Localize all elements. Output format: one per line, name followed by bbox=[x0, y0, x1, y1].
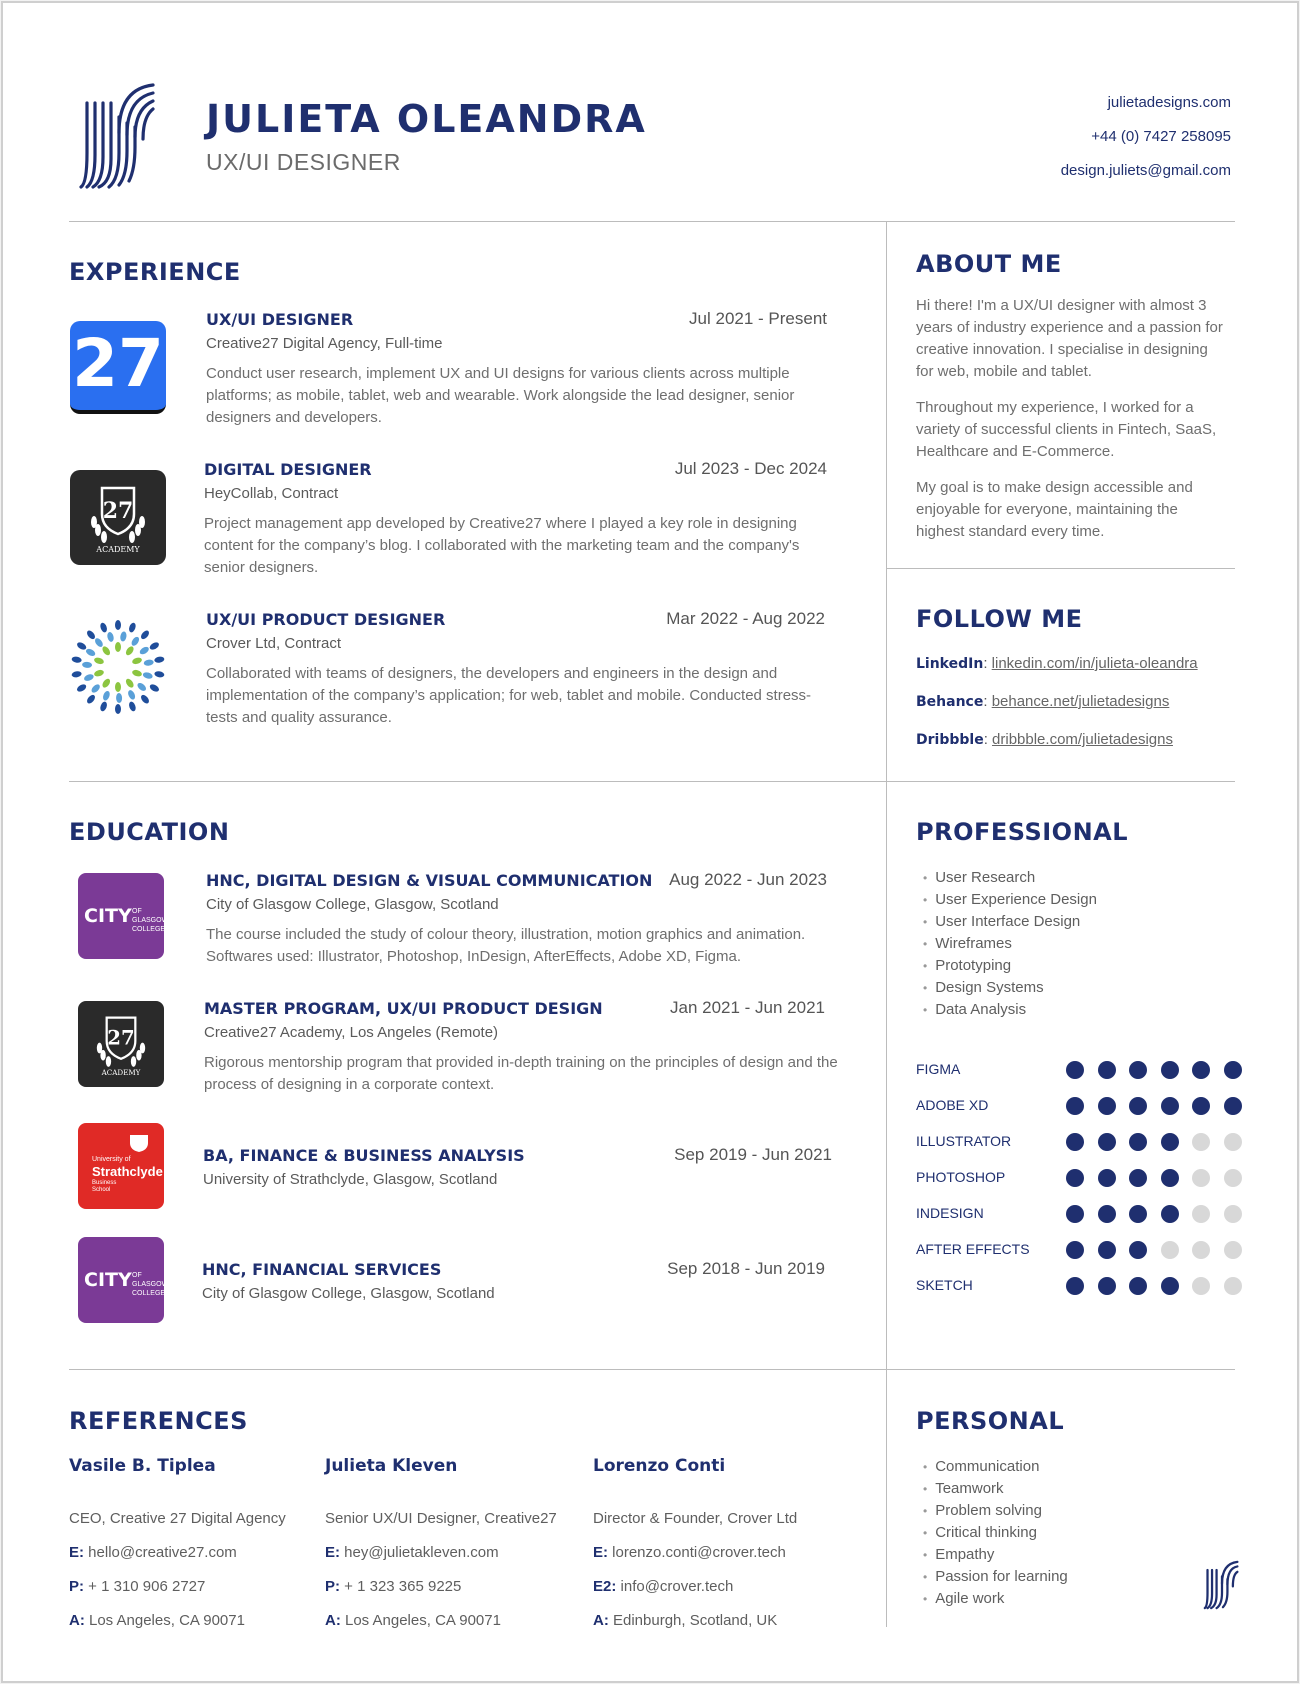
skill-dot-filled bbox=[1066, 1169, 1084, 1187]
divider bbox=[69, 221, 1235, 222]
svg-text:ACADEMY: ACADEMY bbox=[96, 545, 140, 554]
course-date: Aug 2022 - Jun 2023 bbox=[669, 870, 827, 889]
divider bbox=[69, 1369, 1235, 1370]
job-title: DIGITAL DESIGNER bbox=[204, 460, 372, 479]
about-paragraph: My goal is to make design accessible and enjoyable for everyone, maintaining the highest standard every time. bbox=[916, 479, 1193, 540]
reference-email: E: lorenzo.conti@crover.tech bbox=[593, 1544, 786, 1561]
personal-list bbox=[923, 1456, 1068, 1610]
list-item: • Critical thinking bbox=[923, 1522, 1068, 1544]
skill-dot-filled bbox=[1066, 1241, 1084, 1259]
skill-dot-filled bbox=[1129, 1169, 1147, 1187]
professional-list bbox=[923, 867, 1097, 1021]
list-item: • User Research bbox=[923, 867, 1097, 889]
reference-phone: P: + 1 310 906 2727 bbox=[69, 1578, 206, 1595]
skill-dot-empty bbox=[1192, 1133, 1210, 1151]
skill-dot-filled bbox=[1066, 1277, 1084, 1295]
creative27-academy-logo bbox=[78, 1001, 164, 1087]
candidate-name: JULIETA OLEANDRA bbox=[206, 97, 647, 141]
job-date: Mar 2022 - Aug 2022 bbox=[666, 609, 825, 628]
skill-level-dots bbox=[1066, 1169, 1255, 1187]
svg-text:27: 27 bbox=[102, 498, 134, 524]
job-company: HeyCollab, Contract bbox=[204, 485, 339, 502]
skill-dot-filled bbox=[1098, 1097, 1116, 1115]
skill-dot-empty bbox=[1192, 1277, 1210, 1295]
about-text bbox=[916, 295, 1226, 557]
skill-row bbox=[916, 1059, 1236, 1083]
course-date: Sep 2019 - Jun 2021 bbox=[674, 1145, 832, 1164]
divider bbox=[887, 568, 1235, 569]
skill-dot-filled bbox=[1161, 1097, 1179, 1115]
strathclyde-logo: University of Strathclyde Business School bbox=[78, 1123, 164, 1209]
reference-name: Vasile B. Tiplea bbox=[69, 1456, 216, 1476]
list-item: • Wireframes bbox=[923, 933, 1097, 955]
list-item: • Data Analysis bbox=[923, 999, 1097, 1021]
list-item: • Passion for learning bbox=[923, 1566, 1068, 1588]
skill-level-dots bbox=[1066, 1241, 1255, 1259]
skill-name: FIGMA bbox=[916, 1061, 961, 1077]
course-title: BA, FINANCE & BUSINESS ANALYSIS bbox=[203, 1146, 525, 1165]
skill-dot-filled bbox=[1129, 1061, 1147, 1079]
skill-row bbox=[916, 1095, 1236, 1119]
reference-address: A: Los Angeles, CA 90071 bbox=[69, 1612, 245, 1629]
skill-dot-empty bbox=[1224, 1205, 1242, 1223]
course-title: HNC, DIGITAL DESIGN & VISUAL COMMUNICATION bbox=[206, 871, 653, 890]
reference-card bbox=[69, 1456, 286, 1638]
skill-dot-filled bbox=[1224, 1097, 1242, 1115]
school-name: City of Glasgow College, Glasgow, Scotland bbox=[202, 1285, 495, 1302]
behance-link[interactable]: behance.net/julietadesigns bbox=[991, 693, 1170, 710]
skill-dot-filled bbox=[1066, 1097, 1084, 1115]
skill-dot-empty bbox=[1192, 1169, 1210, 1187]
crover-logo bbox=[70, 619, 166, 715]
list-item: • Problem solving bbox=[923, 1500, 1068, 1522]
website-link[interactable]: julietadesigns.com bbox=[1107, 94, 1231, 111]
skill-level-dots bbox=[1066, 1061, 1255, 1079]
candidate-role: UX/UI DESIGNER bbox=[206, 149, 401, 175]
course-date: Sep 2018 - Jun 2019 bbox=[667, 1259, 825, 1278]
school-name: University of Strathclyde, Glasgow, Scotland bbox=[203, 1171, 498, 1188]
list-item: • Prototyping bbox=[923, 955, 1097, 977]
course-description: The course included the study of colour theory, illustration, motion graphics and animation. Softwares used: Illustrator, Photoshop, InDesign, AfterEffects, Adobe XD, Figma. bbox=[206, 926, 806, 965]
reference-position: CEO, Creative 27 Digital Agency bbox=[69, 1510, 286, 1527]
svg-text:27: 27 bbox=[107, 1026, 135, 1050]
skill-dot-filled bbox=[1098, 1061, 1116, 1079]
personal-title: PERSONAL bbox=[916, 1407, 1065, 1435]
skill-dot-filled bbox=[1161, 1133, 1179, 1151]
skill-dot-filled bbox=[1192, 1097, 1210, 1115]
list-item: • User Interface Design bbox=[923, 911, 1097, 933]
reference-card bbox=[593, 1456, 797, 1638]
about-title: ABOUT ME bbox=[916, 250, 1062, 278]
job-title: UX/UI PRODUCT DESIGNER bbox=[206, 610, 446, 629]
divider bbox=[69, 781, 1235, 782]
skill-name: ADOBE XD bbox=[916, 1097, 989, 1113]
reference-position: Director & Founder, Crover Ltd bbox=[593, 1510, 798, 1527]
job-description: Project management app developed by Creative27 where I played a key role in designing content for the company’s blog. I collaborated with the marketing team and the company's senior designers. bbox=[204, 515, 800, 576]
skill-level-dots bbox=[1066, 1277, 1255, 1295]
list-item: • Teamwork bbox=[923, 1478, 1068, 1500]
reference-email-2: E2: info@crover.tech bbox=[593, 1578, 734, 1595]
skill-dot-empty bbox=[1161, 1241, 1179, 1259]
list-item: • Design Systems bbox=[923, 977, 1097, 999]
skill-name: ILLUSTRATOR bbox=[916, 1133, 1012, 1149]
job-date: Jul 2021 - Present bbox=[689, 309, 827, 328]
dribbble-link[interactable]: dribbble.com/julietadesigns bbox=[992, 731, 1173, 748]
skill-level-dots bbox=[1066, 1133, 1255, 1151]
skill-dot-filled bbox=[1129, 1133, 1147, 1151]
skill-dot-empty bbox=[1224, 1169, 1242, 1187]
skill-dot-filled bbox=[1098, 1169, 1116, 1187]
job-description: Collaborated with teams of designers, the developers and engineers in the design and implementation of the company’s application; for web, tablet and mobile. Conducted stress-tests and quality assurance. bbox=[206, 665, 812, 726]
resume-page bbox=[1, 1, 1299, 1683]
skill-dot-filled bbox=[1129, 1205, 1147, 1223]
skill-row bbox=[916, 1167, 1236, 1191]
skill-row bbox=[916, 1131, 1236, 1155]
skill-row bbox=[916, 1275, 1236, 1299]
city-of-glasgow-logo: CITY OF GLASGOW COLLEGE bbox=[78, 1237, 164, 1323]
reference-name: Lorenzo Conti bbox=[593, 1456, 726, 1476]
email-link[interactable]: design.juliets@gmail.com bbox=[1060, 162, 1231, 179]
skill-dot-filled bbox=[1066, 1061, 1084, 1079]
skill-dot-filled bbox=[1161, 1277, 1179, 1295]
reference-card bbox=[325, 1456, 557, 1638]
creative27-logo: 27 bbox=[70, 321, 166, 414]
school-name: Creative27 Academy, Los Angeles (Remote) bbox=[204, 1024, 499, 1041]
reference-phone: P: + 1 323 365 9225 bbox=[325, 1578, 462, 1595]
skill-name: PHOTOSHOP bbox=[916, 1169, 1006, 1185]
skill-dot-filled bbox=[1192, 1061, 1210, 1079]
follow-title: FOLLOW ME bbox=[916, 605, 1083, 633]
about-paragraph: Hi there! I'm a UX/UI designer with almost 3 years of industry experience and a passion for creative innovation. I specialise in designing for web, mobile and tablet. bbox=[916, 297, 1223, 380]
skill-dot-filled bbox=[1129, 1277, 1147, 1295]
list-item: • User Experience Design bbox=[923, 889, 1097, 911]
skill-level-dots bbox=[1066, 1205, 1255, 1223]
jo-monogram-logo bbox=[83, 83, 155, 189]
school-name: City of Glasgow College, Glasgow, Scotland bbox=[206, 896, 499, 913]
course-title: HNC, FINANCIAL SERVICES bbox=[202, 1260, 442, 1279]
skill-level-dots bbox=[1066, 1097, 1255, 1115]
skill-dot-empty bbox=[1224, 1241, 1242, 1259]
jo-monogram-small-logo bbox=[1205, 1561, 1239, 1609]
column-divider bbox=[886, 221, 887, 1627]
experience-title: EXPERIENCE bbox=[69, 258, 241, 286]
skill-dot-empty bbox=[1192, 1241, 1210, 1259]
skill-dot-filled bbox=[1066, 1205, 1084, 1223]
skill-dot-filled bbox=[1098, 1277, 1116, 1295]
reference-email: E: hey@julietakleven.com bbox=[325, 1544, 499, 1561]
skill-row bbox=[916, 1239, 1236, 1263]
skill-dot-filled bbox=[1098, 1241, 1116, 1259]
reference-email: E: hello@creative27.com bbox=[69, 1544, 237, 1561]
job-description: Conduct user research, implement UX and UI designs for various clients across multiple platforms; as mobile, tablet, web and wearable. Work alongside the lead designer, senior designers and developers. bbox=[206, 365, 795, 426]
skill-row bbox=[916, 1203, 1236, 1227]
course-title: MASTER PROGRAM, UX/UI PRODUCT DESIGN bbox=[204, 999, 603, 1018]
skill-dot-empty bbox=[1224, 1277, 1242, 1295]
job-company: Creative27 Digital Agency, Full-time bbox=[206, 335, 443, 352]
skill-dot-filled bbox=[1224, 1061, 1242, 1079]
reference-address: A: Los Angeles, CA 90071 bbox=[325, 1612, 501, 1629]
skill-dot-filled bbox=[1161, 1169, 1179, 1187]
about-paragraph: Throughout my experience, I worked for a variety of successful clients in Fintech, SaaS, Healthcare and E-Commerce. bbox=[916, 399, 1217, 460]
skill-name: INDESIGN bbox=[916, 1205, 984, 1221]
city-of-glasgow-logo: CITY OF GLASGOW COLLEGE bbox=[78, 873, 164, 959]
professional-title: PROFESSIONAL bbox=[916, 818, 1129, 846]
job-date: Jul 2023 - Dec 2024 bbox=[674, 459, 827, 478]
job-company: Crover Ltd, Contract bbox=[206, 635, 342, 652]
course-description: Rigorous mentorship program that provided in-depth training on the principles of design and the process of designing in a corporate context. bbox=[204, 1054, 838, 1093]
skill-dot-filled bbox=[1098, 1205, 1116, 1223]
skill-dot-filled bbox=[1161, 1061, 1179, 1079]
reference-address: A: Edinburgh, Scotland, UK bbox=[593, 1612, 778, 1629]
job-title: UX/UI DESIGNER bbox=[206, 310, 354, 329]
skill-name: AFTER EFFECTS bbox=[916, 1241, 1030, 1257]
skill-dot-filled bbox=[1066, 1133, 1084, 1151]
skill-dot-filled bbox=[1129, 1241, 1147, 1259]
education-title: EDUCATION bbox=[69, 818, 230, 846]
references-title: REFERENCES bbox=[69, 1407, 248, 1435]
linkedin-link[interactable]: linkedin.com/in/julieta-oleandra bbox=[991, 655, 1198, 672]
skill-dot-filled bbox=[1161, 1205, 1179, 1223]
reference-position: Senior UX/UI Designer, Creative27 bbox=[325, 1510, 557, 1527]
skill-dot-empty bbox=[1224, 1133, 1242, 1151]
creative27-academy-logo bbox=[70, 470, 166, 565]
skill-dot-filled bbox=[1129, 1097, 1147, 1115]
phone-number: +44 (0) 7427 258095 bbox=[1091, 128, 1231, 145]
course-date: Jan 2021 - Jun 2021 bbox=[669, 998, 825, 1017]
skill-dot-filled bbox=[1098, 1133, 1116, 1151]
reference-name: Julieta Kleven bbox=[325, 1456, 458, 1476]
skill-name: SKETCH bbox=[916, 1277, 973, 1293]
dribbble-row: Dribbble: dribbble.com/julietadesigns bbox=[916, 731, 1173, 748]
list-item: • Agile work bbox=[923, 1588, 1068, 1610]
linkedin-row: LinkedIn: linkedin.com/in/julieta-oleandra bbox=[916, 655, 1198, 672]
skill-dot-empty bbox=[1192, 1205, 1210, 1223]
behance-row: Behance: behance.net/julietadesigns bbox=[916, 693, 1170, 710]
list-item: • Empathy bbox=[923, 1544, 1068, 1566]
list-item: • Communication bbox=[923, 1456, 1068, 1478]
svg-text:ACADEMY: ACADEMY bbox=[101, 1067, 141, 1077]
